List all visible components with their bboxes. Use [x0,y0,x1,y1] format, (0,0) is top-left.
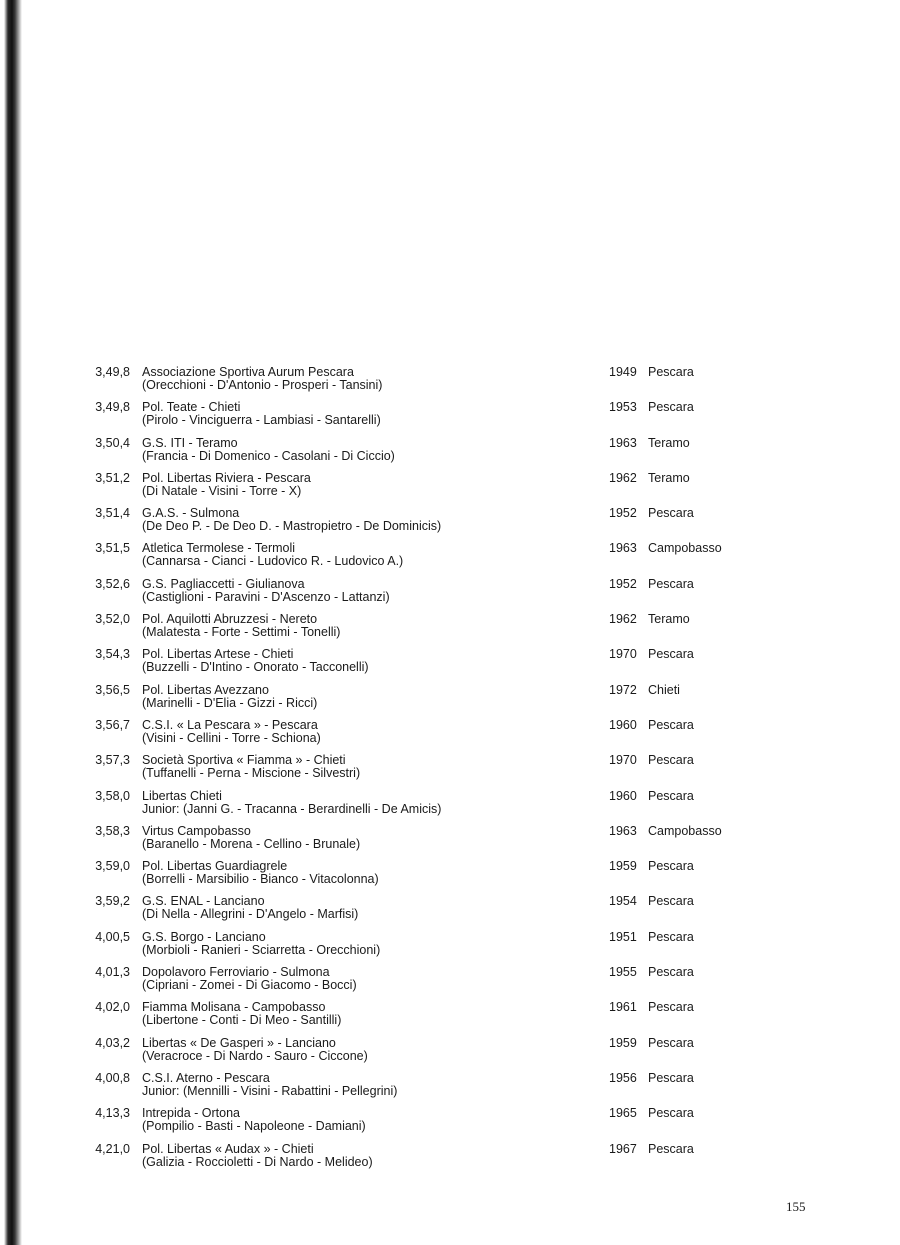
result-year: 1954 [609,894,637,909]
result-year: 1959 [609,859,637,874]
result-place: Pescara [648,753,694,768]
result-entry [0,719,900,754]
athlete-names: (De Deo P. - De Deo D. - Mastropietro - De Dominicis) [142,519,442,534]
result-place: Pescara [648,647,694,662]
result-time: 4,21,0 [95,1141,130,1156]
result-time: 3,57,3 [95,753,130,768]
result-year: 1970 [609,647,637,662]
result-place: Pescara [648,1000,694,1015]
result-place: Pescara [648,1141,694,1156]
result-year: 1953 [609,400,637,415]
club-name: G.S. ITI - Teramo [142,435,238,450]
club-name: Dopolavoro Ferroviario - Sulmona [142,965,330,980]
result-place: Teramo [648,612,690,627]
result-time: 3,59,0 [95,859,130,874]
athlete-names: Junior: (Janni G. - Tracanna - Berardinelli - De Amicis) [142,801,442,816]
result-entry [0,860,900,895]
result-place: Pescara [648,506,694,521]
club-name: G.S. ENAL - Lanciano [142,894,265,909]
result-year: 1970 [609,753,637,768]
result-time: 3,58,3 [95,823,130,838]
result-entry [0,931,900,966]
result-year: 1963 [609,435,637,450]
result-entry [0,684,900,719]
club-name: C.S.I. Aterno - Pescara [142,1070,270,1085]
result-place: Pescara [648,788,694,803]
athlete-names: (Malatesta - Forte - Settimi - Tonelli) [142,625,341,640]
result-entry [0,401,900,436]
result-place: Pescara [648,1106,694,1121]
athlete-names: (Visini - Cellini - Torre - Schiona) [142,730,321,745]
result-time: 3,59,2 [95,894,130,909]
result-entry [0,966,900,1001]
result-year: 1962 [609,612,637,627]
athlete-names: (Libertone - Conti - Di Meo - Santilli) [142,1013,342,1028]
result-year: 1961 [609,1000,637,1015]
result-place: Pescara [648,1035,694,1050]
result-time: 4,02,0 [95,1000,130,1015]
result-entry [0,825,900,860]
result-entry [0,1001,900,1036]
club-name: Società Sportiva « Fiamma » - Chieti [142,753,346,768]
result-place: Chieti [648,682,680,697]
result-time: 4,01,3 [95,965,130,980]
athlete-names: (Pirolo - Vinciguerra - Lambiasi - Santarelli) [142,413,381,428]
result-place: Pescara [648,576,694,591]
result-entry [0,1107,900,1142]
result-time: 3,49,8 [95,365,130,379]
athlete-names: (Francia - Di Domenico - Casolani - Di Ciccio) [142,448,395,463]
club-name: Libertas Chieti [142,788,222,803]
club-name: Pol. Teate - Chieti [142,400,241,415]
result-entry [0,507,900,542]
club-name: G.S. Borgo - Lanciano [142,929,266,944]
result-time: 3,56,7 [95,717,130,732]
athlete-names: (Tuffanelli - Perna - Miscione - Silvestri) [142,766,361,781]
club-name: Pol. Aquilotti Abruzzesi - Nereto [142,612,318,627]
result-time: 3,52,0 [95,612,130,627]
result-time: 4,00,8 [95,1070,130,1085]
result-year: 1951 [609,929,637,944]
result-time: 3,58,0 [95,788,130,803]
result-time: 3,56,5 [95,682,130,697]
result-entry [0,790,900,825]
result-time: 3,49,8 [95,400,130,415]
result-entry [0,754,900,789]
result-place: Pescara [648,965,694,980]
athlete-names: (Veracroce - Di Nardo - Sauro - Ciccone) [142,1048,368,1063]
athlete-names: (Di Natale - Visini - Torre - X) [142,483,302,498]
club-name: C.S.I. « La Pescara » - Pescara [142,717,318,732]
club-name: Atletica Termolese - Termoli [142,541,296,556]
result-place: Teramo [648,470,690,485]
result-entry [0,472,900,507]
result-entry [0,366,900,401]
result-year: 1963 [609,823,637,838]
result-place: Campobasso [648,823,722,838]
result-place: Campobasso [648,541,722,556]
result-year: 1955 [609,965,637,980]
result-year: 1956 [609,1070,637,1085]
result-place: Pescara [648,365,694,379]
result-year: 1952 [609,506,637,521]
result-time: 3,54,3 [95,647,130,662]
athlete-names: (Cannarsa - Cianci - Ludovico R. - Ludovico A.) [142,554,404,569]
result-year: 1965 [609,1106,637,1121]
athlete-names: (Galizia - Roccioletti - Di Nardo - Melideo) [142,1154,373,1169]
result-year: 1952 [609,576,637,591]
club-name: Pol. Libertas Riviera - Pescara [142,470,311,485]
athlete-names: (Borrelli - Marsibilio - Bianco - Vitacolonna) [142,872,379,887]
result-place: Pescara [648,717,694,732]
result-place: Pescara [648,400,694,415]
result-entry [0,613,900,648]
athlete-names: (Marinelli - D'Elia - Gizzi - Ricci) [142,695,318,710]
athlete-names: Junior: (Mennilli - Visini - Rabattini - Pellegrini) [142,1083,398,1098]
result-entry [0,1037,900,1072]
result-year: 1963 [609,541,637,556]
result-time: 3,51,2 [95,470,130,485]
result-year: 1960 [609,717,637,732]
result-entry [0,895,900,930]
athlete-names: (Di Nella - Allegrini - D'Angelo - Marfisi) [142,907,359,922]
result-place: Pescara [648,859,694,874]
athlete-names: (Orecchioni - D'Antonio - Prosperi - Tansini) [142,378,383,392]
club-name: Virtus Campobasso [142,823,251,838]
result-entry [0,437,900,472]
result-entry [0,1143,900,1178]
athlete-names: (Castiglioni - Paravini - D'Ascenzo - Lattanzi) [142,589,390,604]
result-entry [0,578,900,613]
page-number: 155 [786,1199,806,1214]
result-year: 1960 [609,788,637,803]
club-name: Pol. Libertas « Audax » - Chieti [142,1141,314,1156]
result-place: Pescara [648,929,694,944]
result-time: 3,51,5 [95,541,130,556]
club-name: Associazione Sportiva Aurum Pescara [142,365,354,379]
result-time: 4,03,2 [95,1035,130,1050]
result-entry [0,648,900,683]
athlete-names: (Pompilio - Basti - Napoleone - Damiani) [142,1119,366,1134]
result-year: 1959 [609,1035,637,1050]
result-time: 4,13,3 [95,1106,130,1121]
result-year: 1967 [609,1141,637,1156]
result-place: Teramo [648,435,690,450]
athlete-names: (Buzzelli - D'Intino - Onorato - Tacconelli) [142,660,369,675]
result-place: Pescara [648,894,694,909]
result-year: 1949 [609,365,637,379]
result-year: 1962 [609,470,637,485]
club-name: Pol. Libertas Artese - Chieti [142,647,294,662]
result-time: 3,50,4 [95,435,130,450]
result-time: 3,52,6 [95,576,130,591]
club-name: Libertas « De Gasperi » - Lanciano [142,1035,336,1050]
club-name: Pol. Libertas Guardiagrele [142,859,288,874]
result-year: 1972 [609,682,637,697]
athlete-names: (Baranello - Morena - Cellino - Brunale) [142,836,361,851]
result-time: 4,00,5 [95,929,130,944]
club-name: G.S. Pagliaccetti - Giulianova [142,576,305,591]
results-list [0,366,900,1178]
athlete-names: (Cipriani - Zomei - Di Giacomo - Bocci) [142,978,357,993]
club-name: G.A.S. - Sulmona [142,506,240,521]
result-entry [0,542,900,577]
athlete-names: (Morbioli - Ranieri - Sciarretta - Orecchioni) [142,942,381,957]
club-name: Fiamma Molisana - Campobasso [142,1000,326,1015]
club-name: Intrepida - Ortona [142,1106,240,1121]
result-entry [0,1072,900,1107]
club-name: Pol. Libertas Avezzano [142,682,269,697]
result-place: Pescara [648,1070,694,1085]
result-time: 3,51,4 [95,506,130,521]
